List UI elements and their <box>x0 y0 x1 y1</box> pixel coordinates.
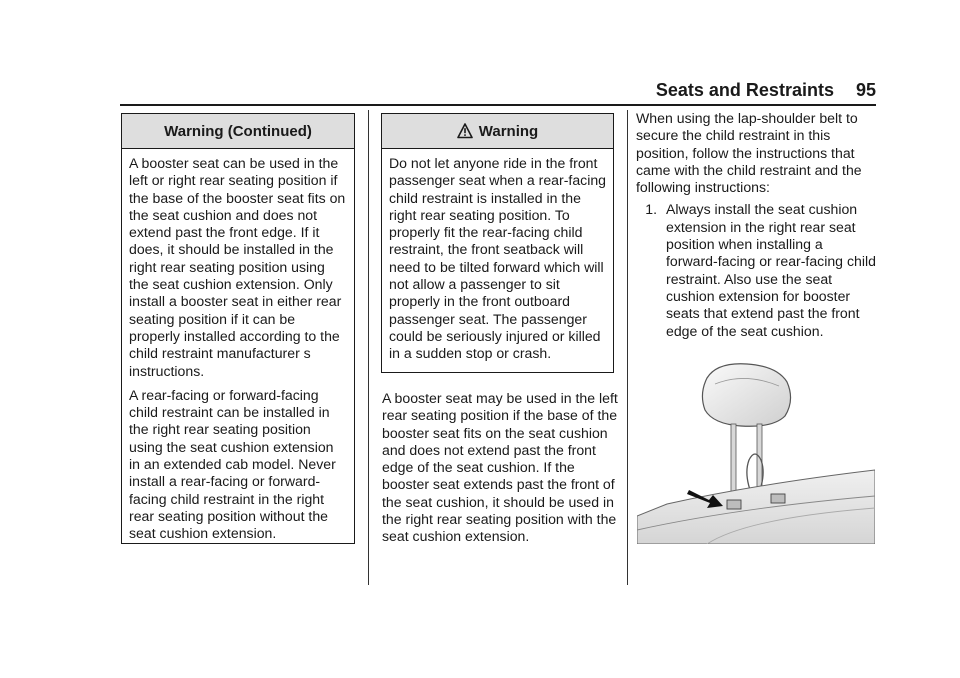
warning-continued-box <box>121 113 355 544</box>
warning-continued-paragraph: A booster seat can be used in the left or right rear seating position if the base of the booster seat fits on the seat cushion and does not extend past the front edge. If it does, it should be installed in the right rear seating position using the seat cushion extension. Only install a booster seat in either rear seating position if it can be properly installed according to the child restraint manufacturer s instructions. <box>129 155 346 379</box>
warning-title: Warning <box>478 122 539 140</box>
column-divider <box>368 110 369 585</box>
column-divider <box>627 110 628 585</box>
warning-continued-paragraph: A rear-facing or forward-facing child restraint can be installed in the right rear seating position using the seat cushion extension in an extended cab model. Never install a rear-facing or forward-facing child restraint in the right rear seating position without the seat cushion extension. <box>129 386 336 542</box>
step-number: 1. <box>645 201 657 218</box>
warning-title-bar <box>382 114 613 149</box>
page-number: 95 <box>855 80 876 100</box>
instruction-list <box>636 201 878 339</box>
right-column-intro: When using the lap-shoulder belt to secure the child restraint in this position, follow the instructions that came with the child restraint and the following instructions: <box>636 110 862 196</box>
warning-text: Do not let anyone ride in the front passenger seat when a rear-facing child restraint is installed in the right rear seating position. To properly fit the rear-facing child restraint, the front seatback will need to be tilted forward which will not allow a passenger to sit properly in the front outboard passenger seat. The passenger could be seriously injured or killed in a sudden stop or crash. <box>389 155 607 362</box>
right-column <box>636 110 878 340</box>
warning-box <box>381 113 614 373</box>
warning-continued-title: Warning (Continued) <box>122 114 354 149</box>
headrest-illustration <box>637 358 875 544</box>
list-item <box>636 201 878 339</box>
step-text: Always install the seat cushion extension in the right rear seat position when installing a forward-facing or rear-facing child restraint. Also use the seat cushion extension for booster seats that extend past the front edge of the seat cushion. <box>666 201 876 339</box>
warning-triangle-icon <box>457 123 473 139</box>
header-divider <box>120 104 876 106</box>
section-title: Seats and Restraints <box>655 80 834 100</box>
middle-body-text: A booster seat may be used in the left rear seating position if the base of the booster seat fits on the seat cushion and does not extend past the front edge of the seat cushion. If the booster seat extends past the front of the seat cushion, it should be used in the right rear seating position with the seat cushion extension. <box>382 390 618 545</box>
page-header <box>600 80 876 104</box>
